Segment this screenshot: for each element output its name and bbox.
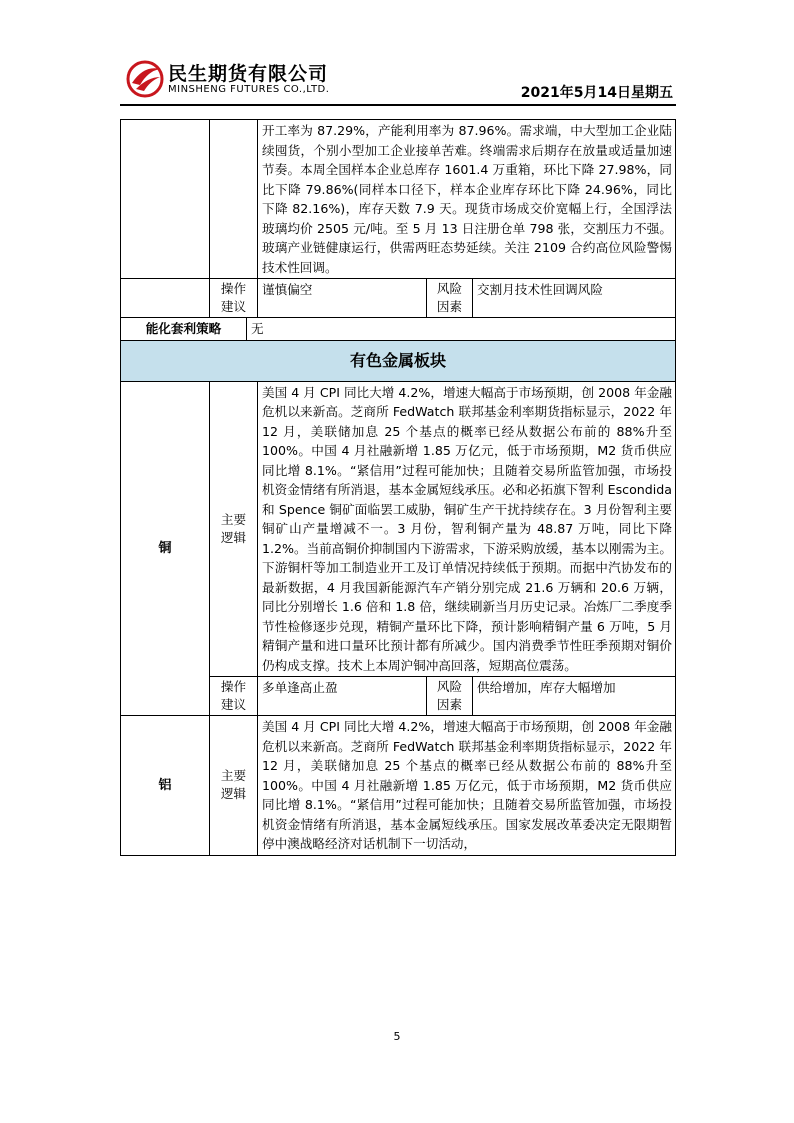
glass-logic-text: 开工率为 87.29%，产能利用率为 87.96%。需求端，中大型加工企业陆续囤货，个别小型加工企业接单苦难。终端需求后期存在放量或适量加速节奏。本周全国样本企业总库存 1601.4 万重箱，环比下降 27.98%，同比下降 79.86%(同样本口径下，样本企业库存环比下降 24.96%，同比下降 82.16%)，库存天数 7.9 天。现货市场成交价宽幅上行，全国浮法玻璃均价 2505 元/吨。至 5 月 13 日注册仓单 798 张，交割压力不强。玻璃产业链健康运行，供需两旺态势延续。关注 2109 合约高位风险警惕技术性回调。 [262,123,672,275]
report-date: 2021年5月14日星期五 [520,85,673,101]
copper-content [210,382,675,716]
aluminum-block [120,716,676,856]
aluminum-logic-label: 主要 逻辑 [210,716,258,855]
page-number: 5 [393,1030,401,1043]
minsheng-logo-icon [126,57,164,99]
report-table [120,119,676,856]
aluminum-logic-text: 美国 4 月 CPI 同比大增 4.2%，增速大幅高于市场预期，创 2008 年金融危机以来新高。芝商所 FedWatch 联邦基金利率期货指标显示，2022 年 12 月，美联储加息 25 个基点的概率已经从数据公布前的 88%升至 100%。中国 4 月社融新增 1.85 万亿元，低于市场预期，M2 货币供应同比增 8.1%。“紧信用”过程可能加快；且随着交易所监管加强，市场投机资金情绪有所消退，基本金属短线承压。国家发展改革委决定无限期暂停中澳战略经济对话机制下一切活动， [262,719,672,851]
glass-logic-row [120,120,676,279]
header-divider [120,104,676,106]
copper-block [120,382,676,717]
copper-risk-label: 风险 因素 [427,677,473,715]
copper-logic-row [210,382,675,678]
glass-op-label: 操作 建议 [210,279,258,317]
section-title-nonferrous: 有色金属板块 [120,341,676,382]
copper-logic-label: 主要 逻辑 [210,382,258,677]
glass-name-cell [121,120,210,278]
glass-risk-value: 交割月技术性回调风险 [477,282,603,297]
copper-risk-value: 供给增加，库存大幅增加 [477,680,616,695]
aluminum-name: 铝 [121,716,210,855]
logo-english-name: MINSHENG FUTURES CO.,LTD. [168,84,330,95]
copper-name: 铜 [121,382,210,716]
glass-logic-label-cell [210,120,258,278]
logo-chinese-name: 民生期货有限公司 [168,63,329,85]
copper-logic-text: 美国 4 月 CPI 同比大增 4.2%，增速大幅高于市场预期，创 2008 年金融危机以来新高。芝商所 FedWatch 联邦基金利率期货指标显示，2022 年 12 月，美联储加息 25 个基点的概率已经从数据公布前的 88%升至 100%。中国 4 月社融新增 1.85 万亿元，低于市场预期，M2 货币供应同比增 8.1%。“紧信用”过程可能加快；且随着交易所监管加强，市场投机资金情绪有所消退，基本金属短线承压。必和必拓旗下智利 Escondida 和 Spence 铜矿面临罢工威胁，铜矿生产干扰持续存在。3 月份智利主要铜矿山产量增减不一。3 月份，智利铜产量为 48.87 万吨，同比下降 1.2%。当前高铜价抑制国内下游需求，下游采购放缓，基本以刚需为主。下游铜杆等加工制造业开工及订单情况持续低于预期。而据中汽协发布的最新数据，4 月我国新能源汽车产销分别完成 21.6 万辆和 20.6 万辆，同比分别增长 1.6 倍和 1.8 倍，继续刷新当月历史记录。冶炼厂二季度季节性检修逐步兑现，精铜产量环比下降，预计影响精铜产量 6 万吨，5 月精铜产量和进口量环比预计都有所减少。国内消费季节性旺季预期对铜价仍构成支撑。技术上本周沪铜冲高回落，短期高位震荡。 [262,384,672,673]
copper-op-row [210,677,675,715]
glass-name-cell-2 [121,279,210,317]
arbitrage-label: 能化套利策略 [121,318,247,340]
glass-op-value: 谨慎偏空 [258,279,427,317]
glass-op-row [120,279,676,318]
copper-op-label: 操作 建议 [210,677,258,715]
glass-risk-label: 风险 因素 [427,279,473,317]
company-logo [126,57,366,101]
arbitrage-value: 无 [250,321,264,336]
copper-op-value: 多单逢高止盈 [258,677,427,715]
arbitrage-row [120,318,676,341]
